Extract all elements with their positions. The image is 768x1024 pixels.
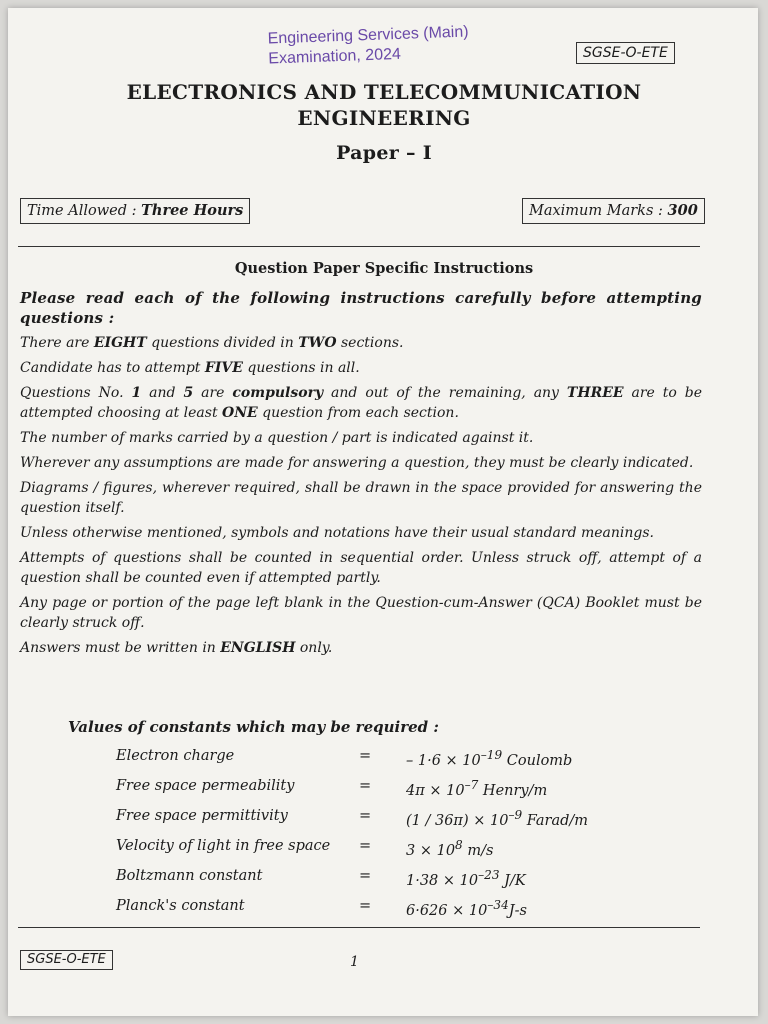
constant-value: $(1 / 36\pi) \times 10^{-9}$ Farad/m (406, 808, 589, 829)
paper-number: Paper – I (336, 142, 432, 164)
max-marks-label: Maximum Marks : (529, 203, 668, 219)
constant-equals: = (359, 868, 372, 884)
divider-top (18, 246, 700, 247)
constant-value: $6\cdot 626 \times 10^{-34}J-s$ (406, 898, 527, 919)
constant-name: Free space permittivity (116, 808, 288, 824)
constants-title: Values of constants which may be required : (68, 718, 439, 736)
instruction-item: Wherever any assumptions are made for answering a question, they must be clearly indicated. (20, 455, 694, 471)
instruction-item: The number of marks carried by a question / part is indicated against it. (20, 430, 534, 446)
constant-value: $1\cdot 38 \times 10^{-23}$ J/K (406, 868, 526, 889)
title-line-2: ENGINEERING (297, 106, 471, 130)
time-allowed-value: Three Hours (141, 202, 244, 219)
instruction-item: Diagrams / figures, wherever required, shall be drawn in the space provided for answering the question itself. (20, 480, 702, 516)
max-marks-box (522, 198, 705, 224)
instructions-title: Question Paper Specific Instructions (234, 260, 534, 277)
instruction-item: Attempts of questions shall be counted in sequential order. Unless struck off, attempt of a question shall be counted even if attempted partly. (20, 550, 702, 586)
instruction-item: Candidate has to attempt FIVE questions in all. (20, 360, 360, 376)
paper-code-bottom: SGSE-O-ETE (20, 950, 113, 970)
instruction-item: Any page or portion of the page left blank in the Question-cum-Answer (QCA) Booklet must be clearly struck off. (20, 595, 702, 631)
constant-name: Electron charge (116, 748, 235, 764)
constant-name: Boltzmann constant (116, 868, 263, 884)
instructions-lead: Please read each of the following instructions carefully before attempting questions : (20, 289, 702, 327)
paper-code-top: SGSE-O-ETE (576, 42, 675, 64)
instruction-item: Answers must be written in ENGLISH only. (20, 640, 333, 656)
instruction-item: Unless otherwise mentioned, symbols and notations have their usual standard meanings. (20, 525, 654, 541)
stamp-line-2: Examination, 2024 (268, 45, 402, 68)
constant-value: $3 \times 10^8$ m/s (406, 838, 494, 859)
instructions-list (20, 288, 702, 663)
instruction-item: Questions No. 1 and 5 are compulsory and out of the remaining, any THREE are to be attempted choosing at least ONE question from each section. (20, 385, 702, 421)
constant-value: – $1\cdot 6 \times 10^{-19}$ Coulomb (406, 748, 573, 769)
stamp-line-1: Engineering Services (Main) (267, 23, 469, 48)
constant-name: Velocity of light in free space (116, 838, 331, 854)
constant-equals: = (359, 898, 372, 914)
constant-value: $4\pi \times 10^{-7}$ Henry/m (406, 778, 548, 799)
time-allowed-box (20, 198, 250, 224)
max-marks-value: 300 (667, 202, 698, 219)
page-number: 1 (350, 954, 359, 970)
constant-name: Free space permeability (116, 778, 295, 794)
constant-equals: = (359, 838, 372, 854)
title-line-1: ELECTRONICS AND TELECOMMUNICATION (126, 80, 642, 104)
instruction-item: There are EIGHT questions divided in TWO sections. (20, 335, 404, 351)
divider-bottom (18, 927, 700, 928)
constant-equals: = (359, 748, 372, 764)
time-allowed-label: Time Allowed : (27, 203, 142, 219)
constant-name: Planck's constant (116, 898, 245, 914)
constant-equals: = (359, 808, 372, 824)
constant-equals: = (359, 778, 372, 794)
exam-stamp (267, 23, 469, 70)
